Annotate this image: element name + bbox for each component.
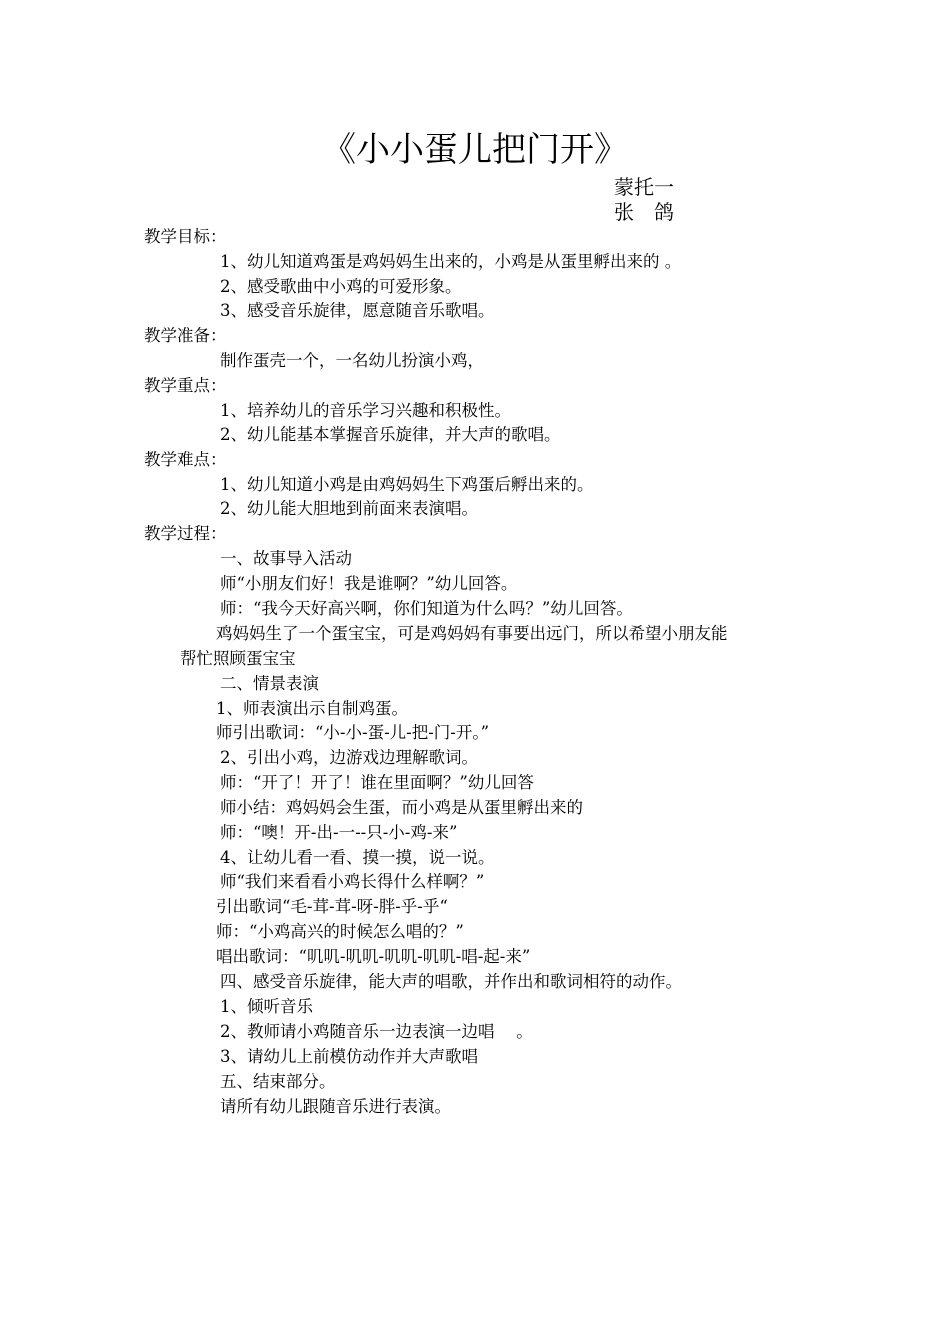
process-line: 师：“小鸡高兴的时候怎么唱的？” (216, 922, 464, 941)
difficulty-item: 1、幼儿知道小鸡是由鸡妈妈生下鸡蛋后孵出来的。 (220, 475, 594, 494)
process-line: 五、结束部分。 (220, 1072, 336, 1091)
process-line: 一、故事导入活动 (220, 549, 352, 568)
process-line: 鸡妈妈生了一个蛋宝宝，可是鸡妈妈有事要出远门，所以希望小朋友能 (216, 624, 728, 643)
section-heading-preparation: 教学准备： (144, 326, 227, 345)
preparation-item: 制作蛋壳一个，一名幼儿扮演小鸡， (220, 351, 484, 370)
process-line: 师：“噢！开-出-一--只-小-鸡-来” (220, 823, 458, 842)
process-line: 引出歌词“毛-茸-茸-呀-胖-乎-乎“ (216, 897, 448, 916)
process-line: 2、引出小鸡，边游戏边理解歌词。 (220, 748, 478, 767)
process-line: 师“我们来看看小鸡长得什么样啊？” (220, 872, 485, 891)
process-line: 4、让幼儿看一看、摸一摸，说一说。 (220, 848, 495, 867)
process-line: 四、感受音乐旋律，能大声的唱歌，并作出和歌词相符的动作。 (220, 972, 682, 991)
process-line: 2、教师请小鸡随音乐一边表演一边唱 。 (220, 1022, 533, 1041)
process-line: 3、请幼儿上前模仿动作并大声歌唱 (220, 1047, 478, 1066)
section-heading-process: 教学过程： (144, 524, 227, 543)
process-line: 师：“开了！开了！谁在里面啊？”幼儿回答 (220, 773, 534, 792)
process-line: 师：“我今天好高兴啊，你们知道为什么吗？”幼儿回答。 (220, 599, 633, 618)
section-heading-goals: 教学目标： (144, 227, 227, 246)
process-line: 二、情景表演 (220, 674, 319, 693)
author-name: 张 鸽 (614, 200, 674, 224)
process-line: 师“小朋友们好！我是谁啊？”幼儿回答。 (220, 574, 518, 593)
goal-item: 2、感受歌曲中小鸡的可爱形象。 (220, 277, 462, 296)
process-line: 帮忙照顾蛋宝宝 (180, 649, 296, 668)
section-heading-difficulties: 教学难点： (144, 450, 227, 469)
process-line: 1、师表演出示自制鸡蛋。 (216, 699, 408, 718)
difficulty-item: 2、幼儿能大胆地到前面来表演唱。 (220, 499, 478, 518)
goal-item: 3、感受音乐旋律，愿意随音乐歌唱。 (220, 301, 495, 320)
process-line: 唱出歌词：“叽叽-叽叽-叽叽-叽叽-唱-起-来” (216, 947, 531, 966)
process-line: 1、倾听音乐 (220, 997, 313, 1016)
key-point-item: 2、幼儿能基本掌握音乐旋律，并大声的歌唱。 (220, 425, 561, 444)
process-line: 请所有幼儿跟随音乐进行表演。 (220, 1097, 451, 1116)
author-org: 蒙托一 (614, 175, 674, 199)
goal-item: 1、幼儿知道鸡蛋是鸡妈妈生出来的，小鸡是从蛋里孵出来的 。 (220, 252, 682, 271)
process-line: 师引出歌词：“小-小-蛋-儿-把-门-开。” (216, 723, 490, 742)
key-point-item: 1、培养幼儿的音乐学习兴趣和积极性。 (220, 401, 511, 420)
section-heading-key-points: 教学重点： (144, 376, 227, 395)
process-line: 师小结：鸡妈妈会生蛋，而小鸡是从蛋里孵出来的 (220, 798, 583, 817)
page-title: 《小小蛋儿把门开》 (322, 130, 628, 170)
